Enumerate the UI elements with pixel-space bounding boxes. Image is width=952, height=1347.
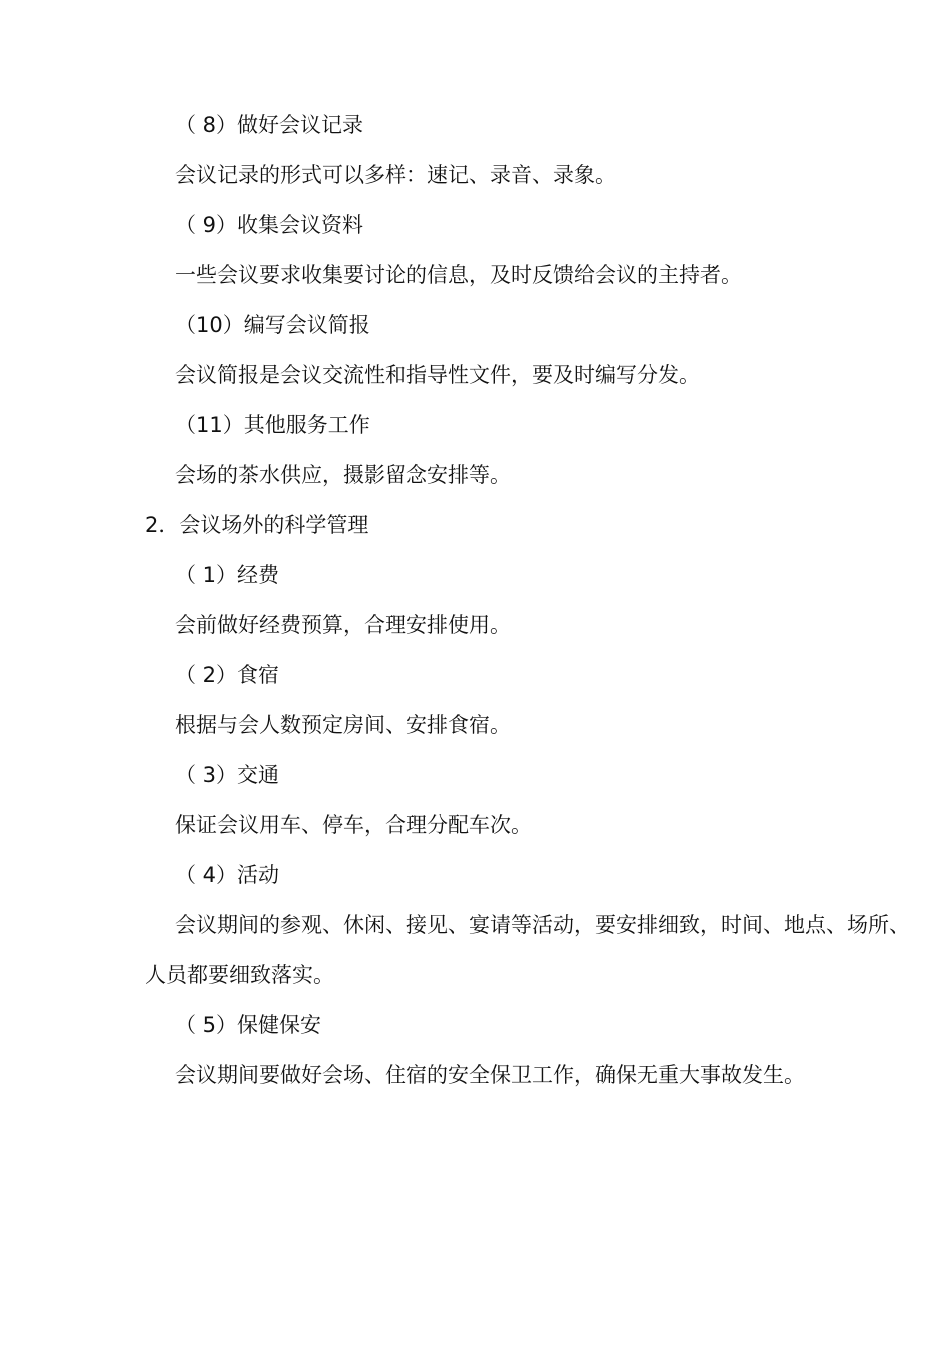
paragraph: 一些会议要求收集要讨论的信息，及时反馈给会议的主持者。 — [175, 263, 742, 287]
item-heading-11: （11）其他服务工作 — [175, 413, 370, 437]
paragraph: 会议期间要做好会场、住宿的安全保卫工作，确保无重大事故发生。 — [175, 1063, 805, 1087]
item-heading-10: （10）编写会议简报 — [175, 313, 370, 337]
paragraph: 保证会议用车、停车，合理分配车次。 — [175, 813, 532, 837]
paragraph-wrapped: 会议期间的参观、休闲、接见、宴请等活动，要安排细致，时间、地点、场所、人员都要细致落实。 — [145, 913, 910, 987]
item-heading-3: （ 3）交通 — [175, 763, 280, 787]
paragraph: 会议记录的形式可以多样：速记、录音、录象。 — [175, 163, 616, 187]
item-heading-4: （ 4）活动 — [175, 863, 280, 887]
paragraph: 会前做好经费预算，合理安排使用。 — [175, 613, 511, 637]
item-heading-1: （ 1）经费 — [175, 563, 280, 587]
paragraph: 会场的茶水供应，摄影留念安排等。 — [175, 463, 511, 487]
paragraph: 根据与会人数预定房间、安排食宿。 — [175, 713, 511, 737]
item-heading-5: （ 5）保健保安 — [175, 1013, 322, 1037]
item-heading-2: （ 2）食宿 — [175, 663, 280, 687]
section-heading-2: 2．会议场外的科学管理 — [145, 513, 369, 537]
item-heading-9: （ 9）收集会议资料 — [175, 213, 364, 237]
item-heading-8: （ 8）做好会议记录 — [175, 113, 364, 137]
paragraph: 会议简报是会议交流性和指导性文件，要及时编写分发。 — [175, 363, 700, 387]
